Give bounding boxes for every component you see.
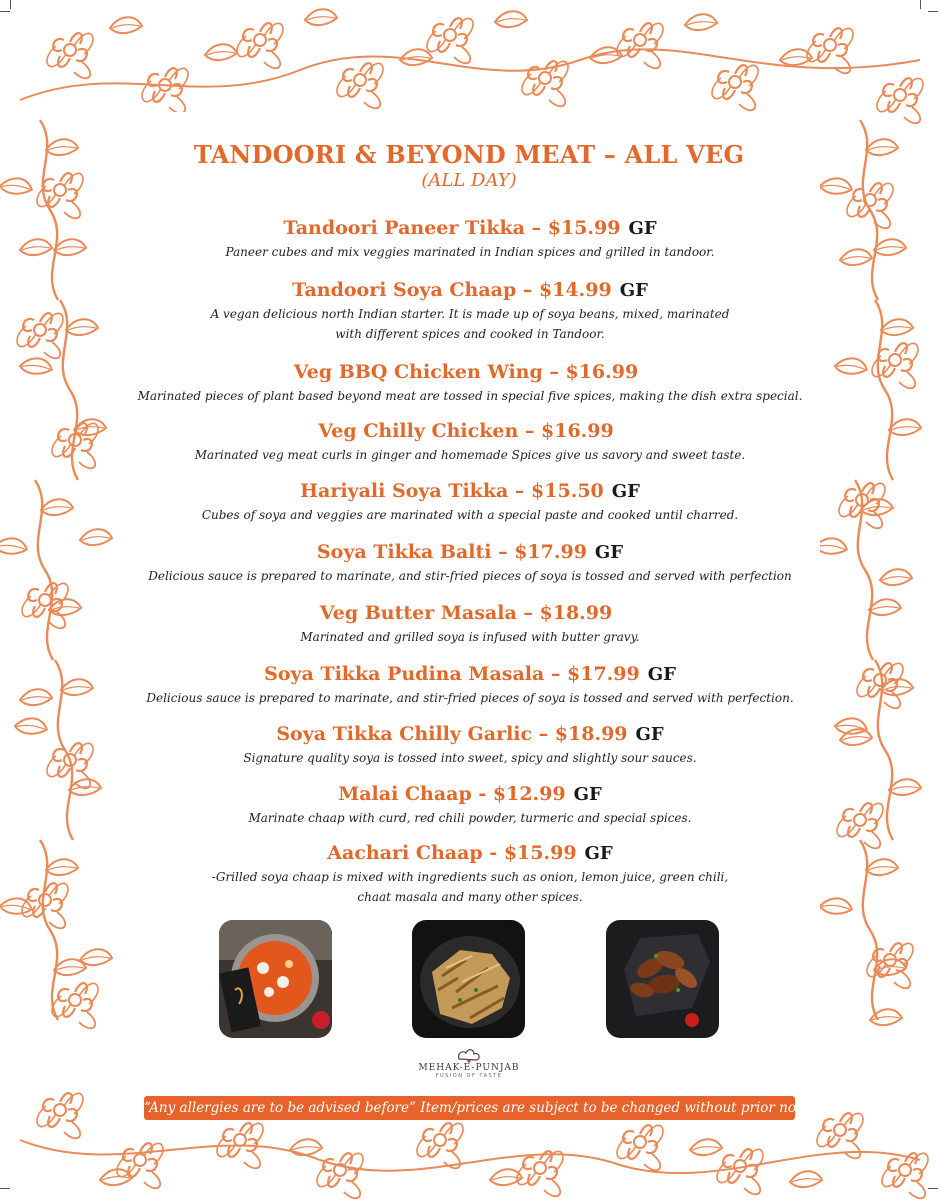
crop-mark [0, 1188, 10, 1189]
item-name: Malai Chaap - $12.99 [338, 783, 566, 805]
item-name: Hariyali Soya Tikka – $15.50 [300, 480, 604, 502]
item-description: Marinated and grilled soya is infused with butter gravy. [300, 630, 640, 644]
gluten-free-tag: GF [584, 843, 613, 864]
menu-item [120, 661, 820, 708]
item-description: Paneer cubes and mix veggies marinated in Indian spices and grilled in tandoor. [225, 245, 715, 259]
menu-item [120, 215, 820, 262]
menu-item [120, 277, 820, 344]
item-description: Delicious sauce is prepared to marinate, and stir-fried pieces of soya is tossed and served with perfection. [146, 691, 794, 705]
item-name: Veg BBQ Chicken Wing – $16.99 [293, 361, 639, 383]
chef-logo-icon [454, 1047, 484, 1063]
item-description: Marinated pieces of plant based beyond meat are tossed in special five spices, making the dish extra special. [137, 389, 803, 403]
menu-item [120, 721, 820, 768]
crop-mark [928, 1188, 938, 1189]
menu-item [120, 539, 820, 586]
item-description: -Grilled soya chaap is mixed with ingredients such as onion, lemon juice, green chili, [211, 870, 729, 884]
menu-item [120, 781, 820, 828]
item-name: Soya Tikka Balti – $17.99 [316, 541, 587, 563]
item-name: Veg Butter Masala – $18.99 [319, 602, 613, 624]
gluten-free-tag: GF [611, 481, 640, 502]
crop-mark [928, 11, 938, 12]
item-description: with different spices and cooked in Tandoor. [335, 327, 605, 341]
item-description: Marinated veg meat curls in ginger and homemade Spices give us savory and sweet taste. [194, 448, 746, 462]
item-description: Cubes of soya and veggies are marinated with a special paste and cooked until charred. [201, 508, 739, 522]
gluten-free-tag: GF [619, 280, 648, 301]
item-name: Soya Tikka Chilly Garlic – $18.99 [276, 723, 628, 745]
item-name: Soya Tikka Pudina Masala – $17.99 [264, 663, 640, 685]
crop-mark [0, 11, 10, 12]
menu-item [120, 359, 820, 406]
menu-item [120, 478, 820, 525]
item-description: A vegan delicious north Indian starter. It is made up of soya beans, mixed, marinated [210, 307, 730, 321]
item-name: Tandoori Paneer Tikka – $15.99 [283, 217, 621, 239]
allergy-notice-banner: “Any allergies are to be advised before” Item/prices are subject to be changed without prior notice”" [144, 1096, 795, 1120]
restaurant-logo [418, 1047, 520, 1083]
menu-item [120, 418, 820, 465]
dish-photo-chaap [412, 920, 525, 1038]
dish-photo-curry [219, 920, 332, 1038]
item-name: Veg Chilly Chicken – $16.99 [318, 420, 614, 442]
gluten-free-tag: GF [647, 664, 676, 685]
logo-tagline: FUSION OF TASTE [435, 1073, 503, 1079]
gluten-free-tag: GF [635, 724, 664, 745]
item-name: Tandoori Soya Chaap – $14.99 [292, 279, 612, 301]
item-description: Signature quality soya is tossed into sweet, spicy and slightly sour sauces. [243, 751, 697, 765]
logo-name: MEHAK-E-PUNJAB [418, 1063, 520, 1073]
item-name: Aachari Chaap - $15.99 [327, 842, 577, 864]
crop-mark [920, 0, 921, 9]
menu-item [120, 840, 820, 907]
gluten-free-tag: GF [594, 542, 624, 563]
menu-title: TANDOORI & BEYOND MEAT – ALL VEG [193, 140, 745, 169]
crop-mark [10, 0, 11, 9]
gluten-free-tag: GF [573, 784, 602, 805]
menu-subtitle: (ALL DAY) [421, 170, 517, 191]
item-description: chaat masala and many other spices. [357, 890, 583, 904]
gluten-free-tag: GF [628, 218, 657, 239]
menu-item [120, 600, 820, 647]
item-description: Delicious sauce is prepared to marinate, and stir-fried pieces of soya is tossed and served with perfection [148, 569, 792, 583]
item-description: Marinate chaap with curd, red chili powder, turmeric and special spices. [248, 811, 692, 825]
dish-photo-wings [606, 920, 719, 1038]
